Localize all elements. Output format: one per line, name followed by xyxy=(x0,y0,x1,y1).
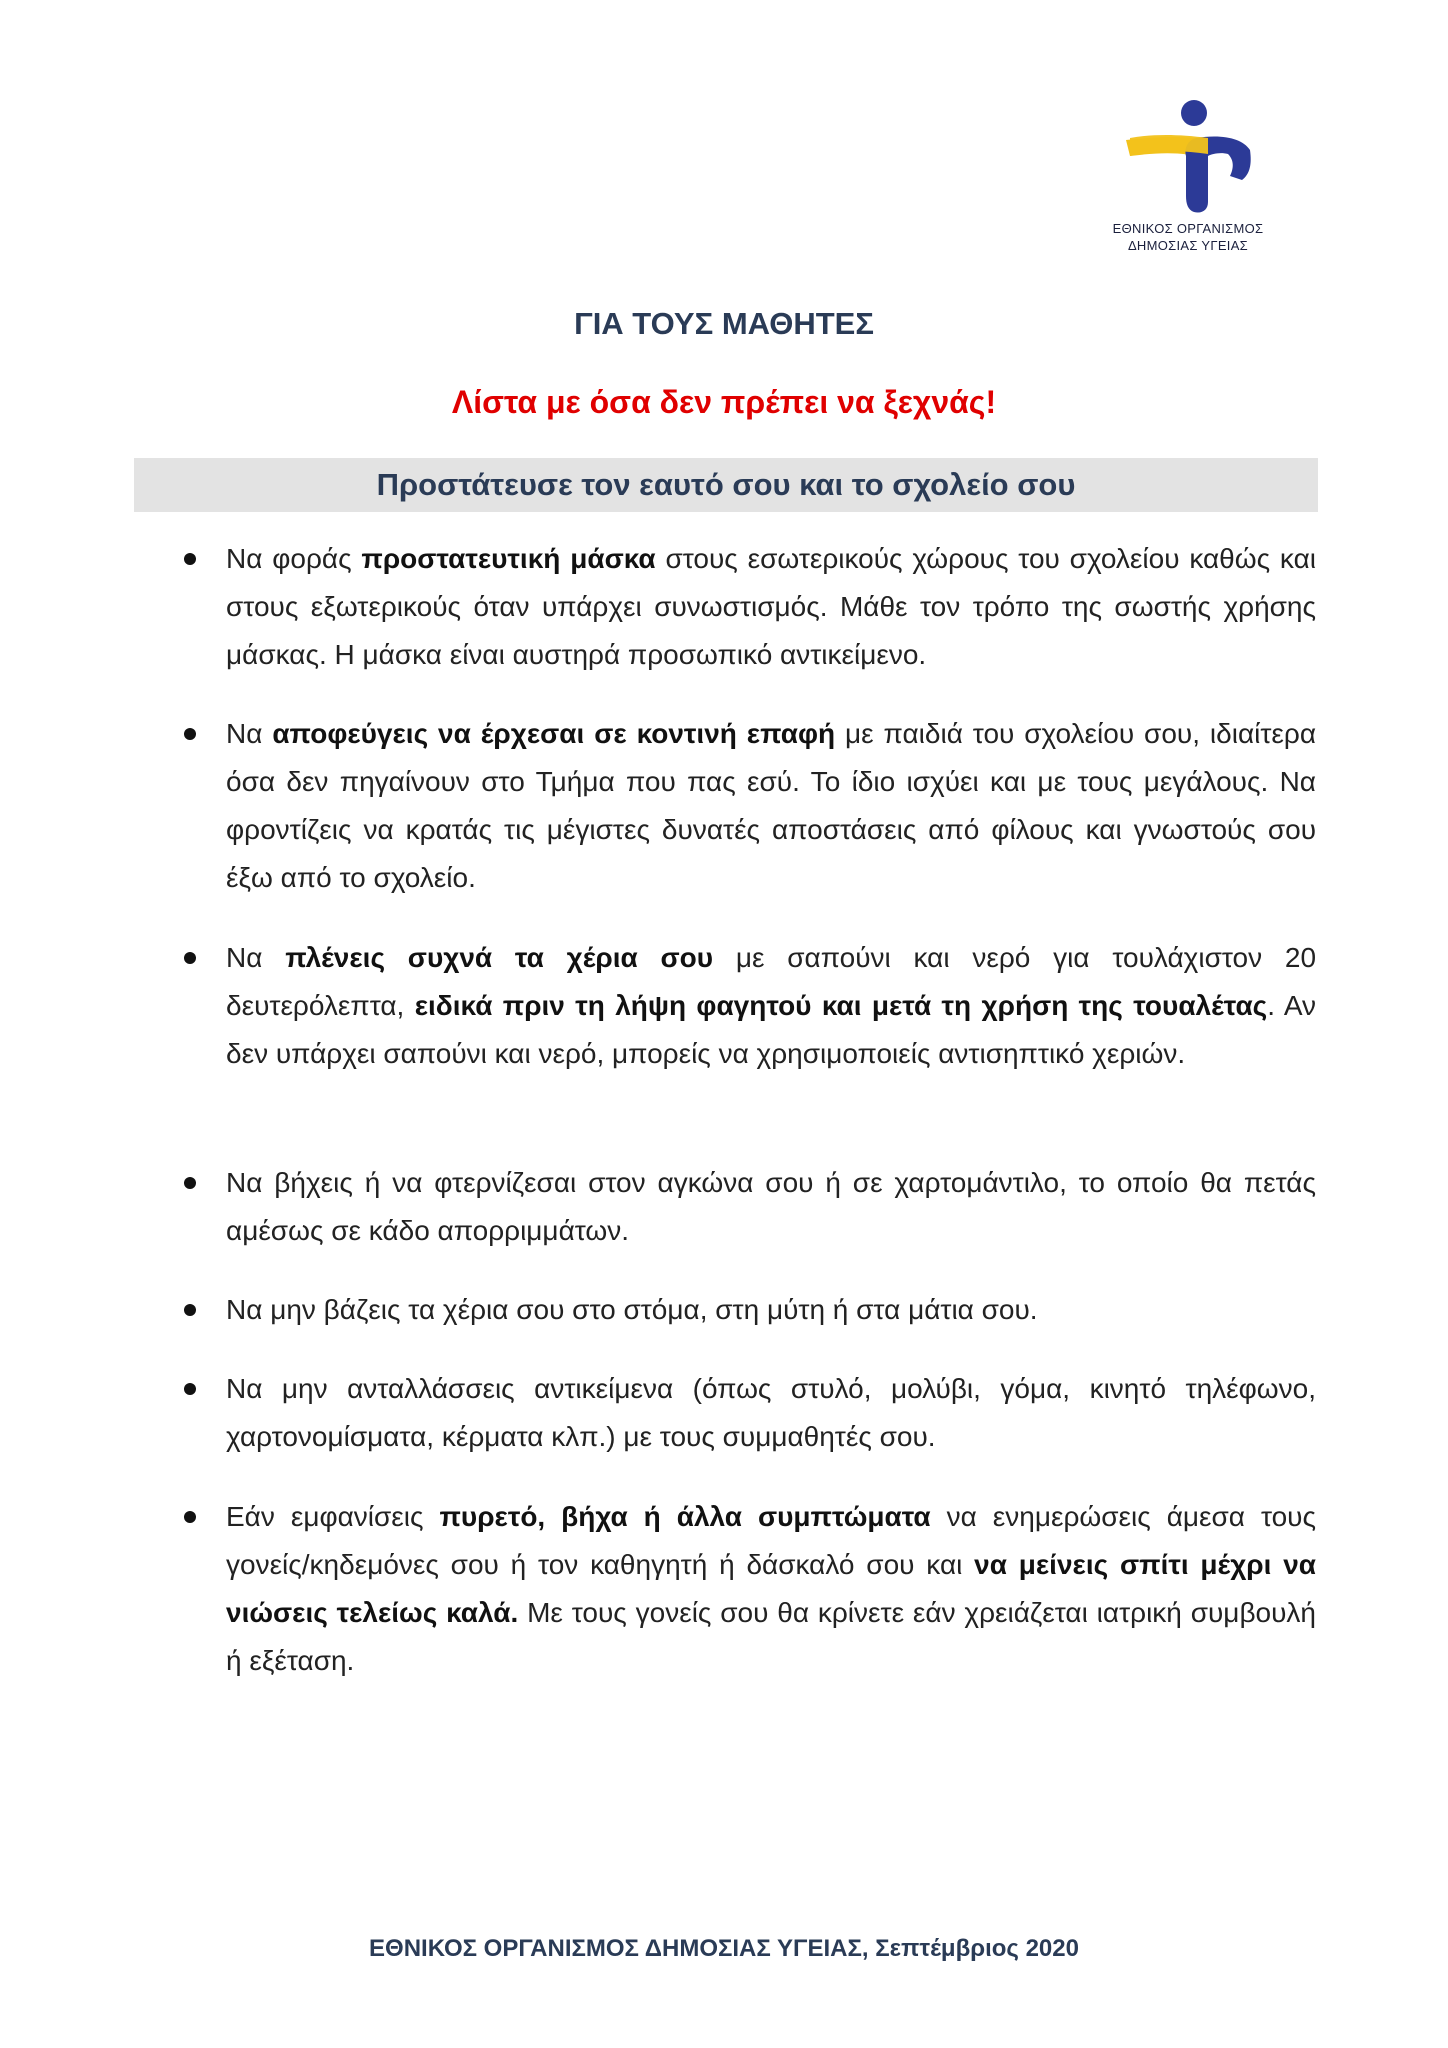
list-item-text: Να βήχεις ή να φτερνίζεσαι στον αγκώνα σου ή σε χαρτομάντιλο, το οποίο θα πετάς αμέσως σε κάδο απορριμμάτων. xyxy=(226,1167,1316,1246)
list-item-text: Να μην βάζεις τα χέρια σου στο στόμα, στη μύτη ή στα μάτια σου. xyxy=(226,1294,1038,1325)
list-item xyxy=(226,710,1316,902)
list-item xyxy=(226,1286,1316,1334)
list-item-text: στους εσωτερικούς χώρους του σχολείου καθώς και στους εξωτερικούς όταν υπάρχει συνωστισμός. Μάθε τον τρόπο της σωστής χρήσης μάσκας. Η μάσκα είναι αυστηρά προσωπικό αντικείμενο. xyxy=(226,543,1316,670)
list-item-text: . Αν δεν υπάρχει σαπούνι και νερό, μπορείς να χρησιμοποιείς αντισηπτικό χεριών. xyxy=(226,990,1316,1069)
list-item-emphasis: πυρετό, βήχα ή άλλα συμπτώματα xyxy=(439,1501,931,1532)
list-item xyxy=(226,1159,1316,1255)
list-item xyxy=(226,535,1316,679)
bullet-icon xyxy=(184,1383,196,1395)
list-item-text: με σαπούνι και νερό για τουλάχιστον 20 δευτερόλεπτα, xyxy=(226,942,1317,1021)
page-title: ΓΙΑ ΤΟΥΣ ΜΑΘΗΤΕΣ xyxy=(574,306,874,341)
list-item-text: Να φοράς xyxy=(226,543,362,574)
list-item-text: με παιδιά του σχολείου σου, ιδιαίτερα όσα δεν πηγαίνουν στο Τμήμα που πας εσύ. Το ίδιο ισχύει και με τους μεγάλους. Να φροντίζεις να κρατάς τις μέγιστες δυνατές αποστάσεις από φίλους και γνωστούς σου έξω από το σχολείο. xyxy=(226,718,1317,893)
list-item xyxy=(226,934,1316,1078)
list-item-text: Να xyxy=(226,942,286,973)
list-item-emphasis: προστατευτική μάσκα xyxy=(361,543,656,574)
bullet-icon xyxy=(184,1511,196,1523)
list-item-text: Εάν εμφανίσεις xyxy=(226,1501,440,1532)
bullet-icon xyxy=(184,553,196,565)
list-item-text: Με τους γονείς σου θα κρίνετε εάν χρειάζεται ιατρική συμβουλή ή εξέταση. xyxy=(226,1597,1317,1676)
page-footer: ΕΘΝΙΚΟΣ ΟΡΓΑΝΙΣΜΟΣ ΔΗΜΟΣΙΑΣ ΥΓΕΙΑΣ, Σεπτέμβριος 2020 xyxy=(369,1935,1079,1962)
list-item-emphasis: αποφεύγεις να έρχεσαι σε κοντινή επαφή xyxy=(272,718,836,749)
list-item-emphasis: πλένεις συχνά τα χέρια σου xyxy=(285,942,714,973)
bullet-icon xyxy=(184,1177,196,1189)
list-item xyxy=(226,1365,1316,1461)
section-title: Προστάτευσε τον εαυτό σου και το σχολείο σου xyxy=(376,467,1076,502)
list-item-emphasis: ειδικά πριν τη λήψη φαγητού και μετά τη χρήση της τουαλέτας xyxy=(414,990,1268,1021)
section-banner xyxy=(134,458,1318,512)
bullet-icon xyxy=(184,728,196,740)
list-item-text: Να xyxy=(226,718,273,749)
list-item-text: να ενημερώσεις άμεσα τους γονείς/κηδεμόνες σου ή τον καθηγητή ή δάσκαλό σου και xyxy=(226,1501,1316,1580)
list-item-emphasis: να μείνεις σπίτι μέχρι να νιώσεις τελείως καλά. xyxy=(226,1549,1317,1628)
page-subtitle: Λίστα με όσα δεν πρέπει να ξεχνάς! xyxy=(451,384,997,420)
eody-logo-icon xyxy=(1122,98,1254,216)
logo-org-name-line1: ΕΘΝΙΚΟΣ ΟΡΓΑΝΙΣΜΟΣ xyxy=(1112,221,1264,236)
bullet-icon xyxy=(184,952,196,964)
bullet-icon xyxy=(184,1304,196,1316)
eody-logo xyxy=(1108,98,1268,258)
list-item xyxy=(226,1493,1316,1685)
list-item-text: Να μην ανταλλάσσεις αντικείμενα (όπως στυλό, μολύβι, γόμα, κινητό τηλέφωνο, χαρτονομίσματα, κέρματα κλπ.) με τους συμμαθητές σου. xyxy=(226,1373,1316,1452)
logo-org-name-line2: ΔΗΜΟΣΙΑΣ ΥΓΕΙΑΣ xyxy=(1127,238,1249,253)
